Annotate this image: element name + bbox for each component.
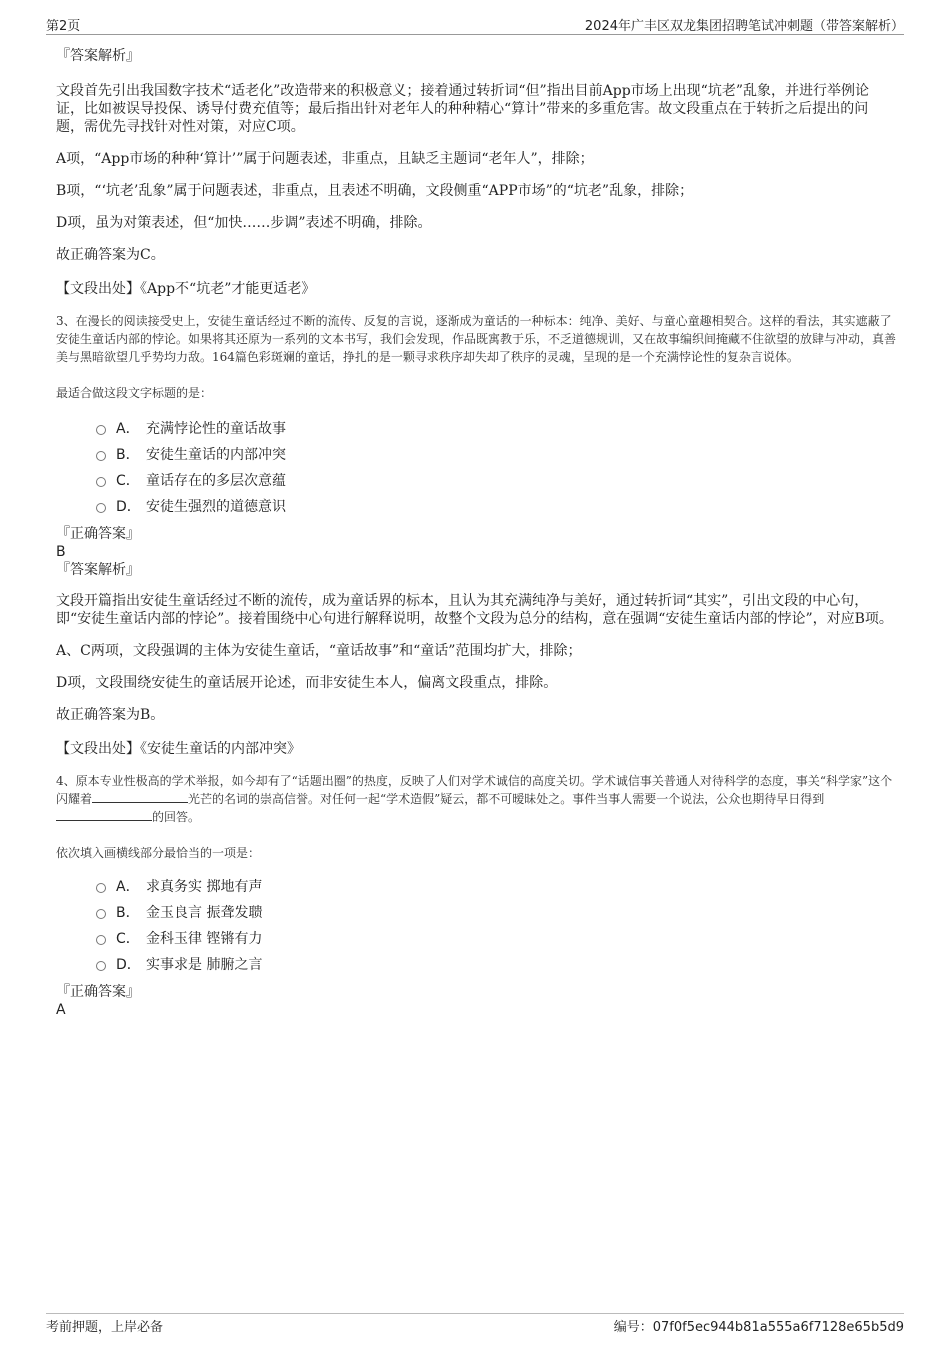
analysis-paragraph: D项，虽为对策表述，但“加快……步调”表述不明确，排除。 (56, 215, 432, 231)
footer-slogan: 考前押题，上岸必备 (46, 1320, 164, 1335)
radio-icon[interactable] (96, 961, 106, 971)
analysis-paragraph: 文段开篇指出安徒生童话经过不断的流传，成为童话界的标本，且认为其充满纯净与美好，通过转折词“其实”，引出文段的中心句，即“安徒生童话内部的悖论”。接着围绕中心句进行解释说明，故整个文段为总分的结构，意在强调“安徒生童话内部的悖论”，对应B项。 (56, 593, 893, 627)
question-prompt: 依次填入画横线部分最恰当的一项是： (56, 846, 261, 860)
question-prompt: 最适合做这段文字标题的是： (56, 386, 213, 400)
source-citation: 【文段出处】《App不“坑老”才能更适老》 (56, 281, 316, 297)
answer-label: 『正确答案』 (56, 984, 140, 1000)
radio-icon[interactable] (96, 503, 106, 513)
page-footer (46, 1313, 904, 1336)
fill-blank-1 (92, 790, 188, 803)
analysis-paragraph: D项，文段围绕安徒生的童话展开论述，而非安徒生本人，偏离文段重点，排除。 (56, 675, 558, 691)
analysis-paragraph: A、C两项，文段强调的主体为安徒生童话，“童话故事”和“童话”范围均扩大，排除； (56, 643, 582, 659)
question-text: 3、在漫长的阅读接受史上，安徒生童话经过不断的流传、反复的言说，逐渐成为童话的一种标本：纯净、美好、与童心童趣相契合。这样的看法，其实遮蔽了安徒生童话内部的悖论。如果将其还原为一系列的文本书写，我们会发现，作品既寓教于乐，不乏道德规训，又在故事编织间掩藏不住欲望的放肆与冲动，真善美与黑暗欲望几乎势均力敌。164篇色彩斑斓的童话，挣扎的是一颗寻求秩序却失却了秩序的灵魂，呈现的是一个充满悖论性的复杂言说体。 (56, 314, 897, 364)
option-c[interactable]: C． 童话存在的多层次意蕴 (96, 468, 896, 494)
option-c[interactable]: C． 金科玉律 铿锵有力 (96, 926, 896, 952)
page-header (46, 14, 904, 35)
radio-icon[interactable] (96, 451, 106, 461)
option-a[interactable]: A． 充满悖论性的童话故事 (96, 416, 896, 442)
option-d[interactable]: D． 安徒生强烈的道德意识 (96, 494, 896, 520)
page-number: 第2页 (46, 19, 81, 34)
radio-icon[interactable] (96, 935, 106, 945)
analysis-paragraph: B项，“‘坑老’乱象”属于问题表述，非重点，且表述不明确，文段侧重“APP市场”的“坑老”乱象，排除； (56, 183, 694, 199)
page-content (56, 44, 896, 1018)
answer-label: 『正确答案』 (56, 526, 140, 542)
analysis-label: 『答案解析』 (56, 48, 140, 64)
answer-value: A (56, 1002, 66, 1018)
fill-blank-2 (56, 808, 152, 821)
option-d[interactable]: D． 实事求是 肺腑之言 (96, 952, 896, 978)
radio-icon[interactable] (96, 425, 106, 435)
analysis-paragraph: 故正确答案为B。 (56, 707, 165, 723)
analysis-paragraph: 文段首先引出我国数字技术“适老化”改造带来的积极意义；接着通过转折词“但”指出目前App市场上出现“坑老”乱象，并进行举例论证，比如被误导投保、诱导付费充值等；最后指出针对老年人的种种精心“算计”带来的多重危害。故文段重点在于转折之后提出的问题，需优先寻找针对性对策，对应C项。 (56, 83, 869, 135)
radio-icon[interactable] (96, 883, 106, 893)
analysis-label: 『答案解析』 (56, 562, 140, 578)
option-b[interactable]: B． 金玉良言 振聋发聩 (96, 900, 896, 926)
document-title: 2024年广丰区双龙集团招聘笔试冲刺题（带答案解析） (584, 19, 904, 34)
document-code: 编号：07f0f5ec944b81a555a6f7128e65b5d9 (613, 1320, 904, 1335)
option-list (56, 874, 896, 978)
option-b[interactable]: B． 安徒生童话的内部冲突 (96, 442, 896, 468)
source-citation: 【文段出处】《安徒生童话的内部冲突》 (56, 741, 301, 757)
analysis-paragraph: A项，“App市场的种种‘算计’”属于问题表述，非重点，且缺乏主题词“老年人”，排除； (56, 151, 594, 167)
answer-value: B (56, 544, 66, 560)
radio-icon[interactable] (96, 909, 106, 919)
analysis-paragraph: 故正确答案为C。 (56, 247, 165, 263)
radio-icon[interactable] (96, 477, 106, 487)
option-list (56, 416, 896, 520)
question-text: 4、原本专业性极高的学术举报，如今却有了“话题出圈”的热度，反映了人们对学术诚信的高度关切。学术诚信事关普通人对待科学的态度，事关“科学家”这个闪耀着 光芒的名词的崇高信誉。对任何一起“学术造假”疑云，都不可暧昧处之。事件当事人需要一个说法，公众也期待早日得到的回答。 (56, 774, 893, 824)
option-a[interactable]: A． 求真务实 掷地有声 (96, 874, 896, 900)
